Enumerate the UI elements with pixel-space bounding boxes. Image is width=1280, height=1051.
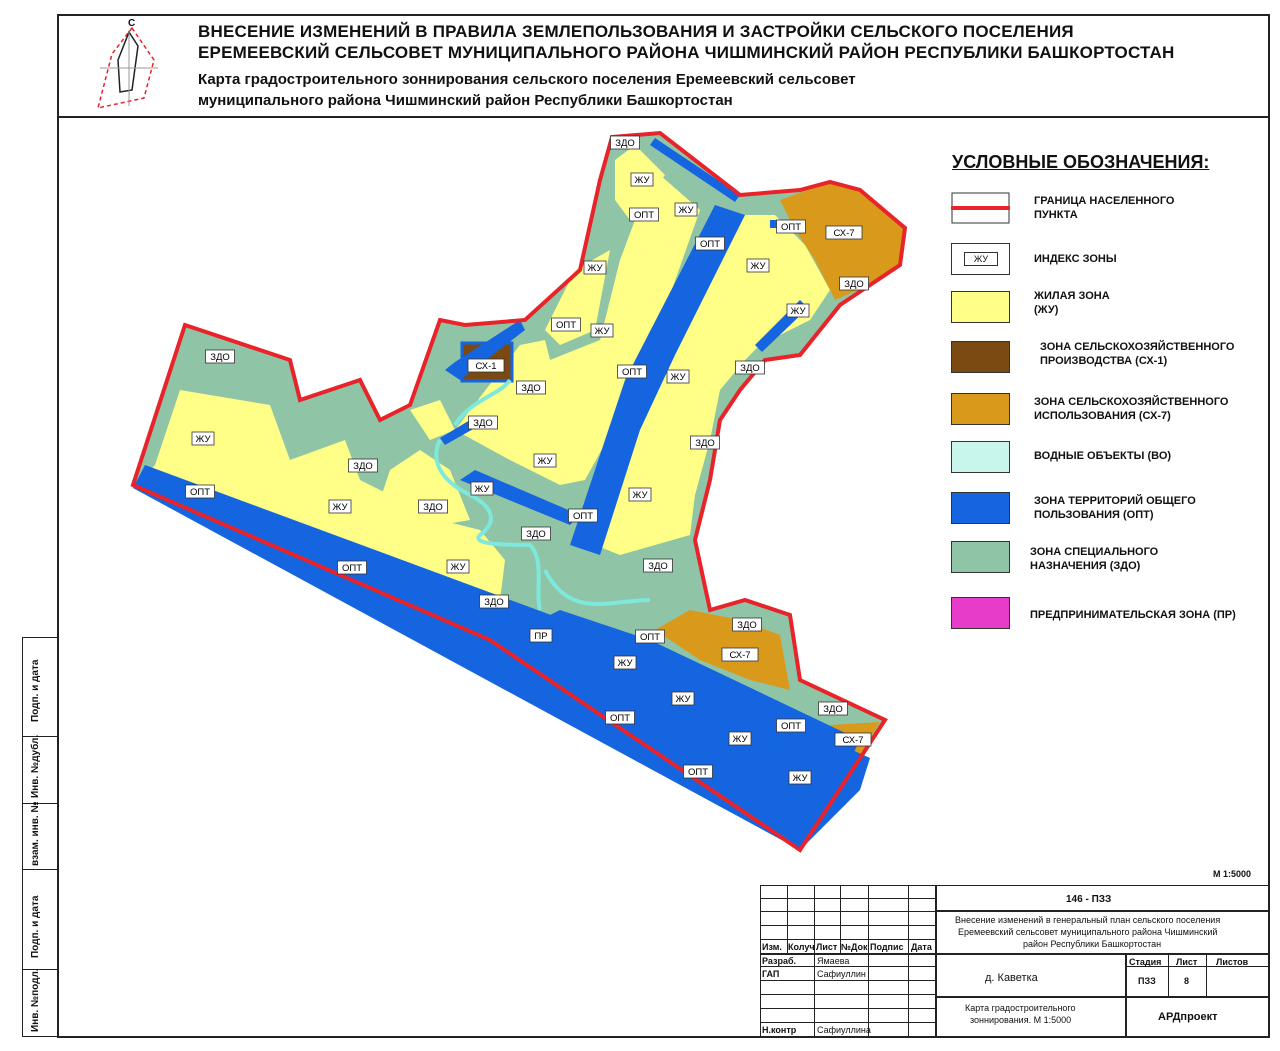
tb-col-list: Лист [816, 942, 838, 952]
tb-location: д. Каветка [985, 972, 1038, 984]
legend-swatch-boundary [951, 192, 1010, 224]
subtitle-line-1: Карта градостроительного зоннирования сельского поселения Еремеевский сельсовет [198, 71, 856, 88]
tb-stadia-value: ПЗЗ [1138, 976, 1156, 986]
zone-index-label: ЗДО [210, 352, 230, 363]
zone-index-label: ОПТ [621, 367, 643, 378]
legend-label-special: ЗОНА СПЕЦИАЛЬНОГО НАЗНАЧЕНИЯ (ЗДО) [1030, 546, 1159, 572]
zone-index-label: ЗДО [521, 383, 541, 394]
tb-col-podpis: Подпис [870, 942, 904, 952]
legend-swatch-public [951, 492, 1010, 524]
zone-index-label: ЖУ [195, 434, 211, 445]
zone-index-label: ЗДО [737, 620, 757, 631]
tb-row-nkontr: Н.контр [762, 1025, 797, 1035]
legend-swatch-agri-production [951, 341, 1010, 373]
zone-index-label: ЖУ [587, 263, 603, 274]
zone-index-label: ЖУ [675, 694, 691, 705]
tb-col-data: Дата [911, 942, 932, 952]
zone-index-label: ЖУ [450, 562, 466, 573]
zone-index-label: ЗДО [423, 502, 443, 513]
legend-label-agri-use: ЗОНА СЕЛЬСКОХОЗЯЙСТВЕННОГО ИСПОЛЬЗОВАНИЯ (СХ-7) [1034, 396, 1229, 422]
zone-index-label: ЖУ [594, 326, 610, 337]
zone-index-label: ЗДО [823, 704, 843, 715]
zone-index-label: ЖУ [790, 306, 806, 317]
tb-divider-h-code [935, 910, 1270, 912]
tb-row-gap: ГАП [762, 969, 780, 979]
legend-swatch-water [951, 441, 1010, 473]
zone-index-label: ОПТ [341, 563, 363, 574]
zone-index-label: ОПТ [572, 511, 594, 522]
tb-divider-v-list [1168, 953, 1169, 996]
legend-swatch-business [951, 597, 1010, 629]
zone-index-label: ОПТ [699, 239, 721, 250]
legend-label-water: ВОДНЫЕ ОБЪЕКТЫ (ВО) [1034, 450, 1172, 462]
tb-description-2: Еремеевский сельсовет муниципального района Чишминский [958, 927, 1218, 937]
zone-index-label: СХ-7 [729, 650, 751, 661]
tb-description-3: район Республики Башкортостан [1023, 939, 1162, 949]
legend-label-business: ПРЕДПРИНИМАТЕЛЬСКАЯ ЗОНА (ПР) [1030, 609, 1236, 621]
zone-index-label: ОПТ [780, 222, 802, 233]
zone-index-label: ЗДО [484, 597, 504, 608]
side-label-original-inv: Инв. №подл. [30, 968, 41, 1032]
tb-project-code: 146 - ПЗЗ [1066, 894, 1112, 905]
side-label-signature-date-2: Подп. и дата [30, 895, 41, 958]
zone-index-label: ЖУ [474, 484, 490, 495]
zone-index-label: ЗДО [526, 529, 546, 540]
tb-description-1: Внесение изменений в генеральный план сельского поселения [955, 915, 1221, 925]
side-label-signature-date-1: Подп. и дата [30, 659, 41, 722]
zone-index-label: ПР [534, 631, 548, 642]
tb-name-nkontr: Сафиуллина [817, 1025, 871, 1035]
tb-grid-v4 [868, 885, 869, 1038]
zone-index-label: ЖУ [792, 773, 808, 784]
zone-index-label: ОПТ [555, 320, 577, 331]
map-scale: М 1:5000 [1213, 869, 1252, 879]
subtitle-line-2: муниципального района Чишминский район Республики Башкортостан [198, 92, 733, 109]
tb-divider-h-header [760, 953, 1270, 955]
zone-index-label: ЖУ [750, 261, 766, 272]
side-label-replace-inv: взам. инв. № [30, 801, 41, 866]
tb-organization: АРДпроект [1158, 1011, 1218, 1023]
zone-index-label: ЗДО [353, 461, 373, 472]
zone-index-label: ОПТ [780, 721, 802, 732]
zone-index-label: ЖУ [332, 502, 348, 513]
zone-index-label: ОПТ [633, 210, 655, 221]
zone-index-label: ЗДО [473, 418, 493, 429]
zone-index-label: ЗДО [648, 561, 668, 572]
tb-divider-v-main [935, 885, 937, 1038]
zone-index-label: СХ-1 [475, 361, 497, 372]
legend-title: УСЛОВНЫЕ ОБОЗНАЧЕНИЯ: [952, 152, 1210, 172]
zone-index-label: СХ-7 [842, 735, 864, 746]
tb-name-gap: Сафиуллин [817, 969, 866, 979]
zone-index-label: ЖУ [617, 658, 633, 669]
legend-label-residential: ЖИЛАЯ ЗОНА (ЖУ) [1034, 290, 1110, 316]
tb-col-ndok: №Док [841, 942, 868, 952]
side-label-duplicate-inv: Инв. №дубл. [30, 734, 41, 798]
tb-map-title-1: Карта градостроительного [965, 1003, 1076, 1013]
zone-index-label: ЖУ [670, 372, 686, 383]
tb-divider-h-location [935, 996, 1125, 998]
tb-col-kolu: Колуч [788, 942, 815, 952]
legend-swatch-special [951, 541, 1010, 573]
zone-index-label: ОПТ [687, 767, 709, 778]
zone-index-label: ЖУ [632, 490, 648, 501]
zone-index-label: ЖУ [732, 734, 748, 745]
tb-name-razrab: Ямаева [817, 956, 850, 966]
tb-divider-v-listov [1206, 953, 1207, 996]
tb-col-izm: Изм. [762, 942, 782, 952]
title-line-1: ВНЕСЕНИЕ ИЗМЕНЕНИЙ В ПРАВИЛА ЗЕМЛЕПОЛЬЗОВАНИЯ И ЗАСТРОЙКИ СЕЛЬСКОГО ПОСЕЛЕНИЯ [198, 22, 1074, 41]
zone-index-label: ОПТ [189, 487, 211, 498]
tb-listov-label: Листов [1216, 957, 1249, 967]
legend-label-boundary: ГРАНИЦА НАСЕЛЕННОГО ПУНКТА [1034, 195, 1175, 221]
legend-label-public: ЗОНА ТЕРРИТОРИЙ ОБЩЕГО ПОЛЬЗОВАНИЯ (ОПТ) [1034, 495, 1196, 521]
zone-index-label: СХ-7 [833, 228, 855, 239]
legend-swatch-residential [951, 291, 1010, 323]
zone-index-label: ЗДО [844, 279, 864, 290]
zone-index-label: ЖУ [634, 175, 650, 186]
zone-index-label: ОПТ [609, 713, 631, 724]
tb-divider-h-stage2 [1125, 996, 1270, 998]
tb-grid-v5 [908, 885, 909, 1038]
legend-label-agri-production: ЗОНА СЕЛЬСКОХОЗЯЙСТВЕННОГО ПРОИЗВОДСТВА (СХ-1) [1040, 341, 1235, 367]
tb-list-label: Лист [1176, 957, 1198, 967]
legend-label-index: ИНДЕКС ЗОНЫ [1034, 253, 1117, 265]
zone-index-label: ОПТ [639, 632, 661, 643]
zone-index-label: ЗДО [695, 438, 715, 449]
tb-list-value: 8 [1184, 976, 1190, 986]
legend-index-sample: ЖУ [964, 252, 998, 266]
tb-grid-v2 [814, 885, 815, 1038]
legend-swatch-index [951, 243, 1010, 275]
tb-stadia-label: Стадия [1129, 957, 1162, 967]
tb-row-razrab: Разраб. [762, 956, 797, 966]
zone-index-label: ЗДО [615, 138, 635, 149]
tb-map-title-2: зоннирования. М 1:5000 [970, 1015, 1072, 1025]
compass-north-letter: С [128, 18, 136, 29]
zone-index-label: ЖУ [678, 205, 694, 216]
zone-index-label: ЗДО [740, 363, 760, 374]
title-line-2: ЕРЕМЕЕВСКИЙ СЕЛЬСОВЕТ МУНИЦИПАЛЬНОГО РАЙОНА ЧИШМИНСКИЙ РАЙОН РЕСПУБЛИКИ БАШКОРТОСТАН [198, 43, 1175, 62]
legend-swatch-agri-use [951, 393, 1010, 425]
zone-index-label: ЖУ [537, 456, 553, 467]
